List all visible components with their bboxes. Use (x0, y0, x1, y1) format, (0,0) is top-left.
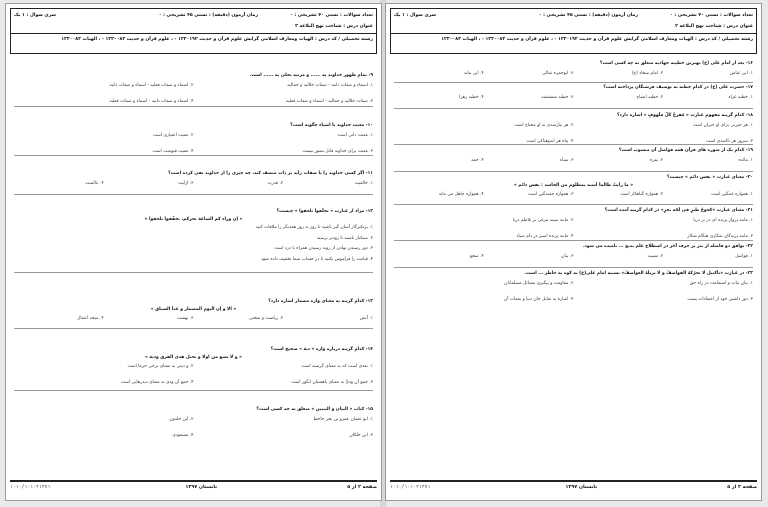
question (394, 147, 753, 171)
option[interactable]: ۴. سجع (469, 254, 484, 259)
course-title: عنوان درس : شناخت نهج البلاغه ۲ (295, 24, 373, 29)
question-stem: ۱۷- حضرت علی (ع) در کدام خطبه به توصیف فرشتگان پرداخته است؟ (603, 85, 753, 90)
page-footer (390, 480, 757, 492)
option[interactable]: ۳. صفات جلالیه و جمالیه - اسماء و صفات فعلیه (285, 99, 373, 104)
question-stem: ۲۱- معنای عبارت «کجوجٌ طیرٍ فی لُجّه بحرٍ» در کدام گزینه آمده است؟ (604, 208, 753, 213)
questions-area (14, 60, 373, 470)
question (394, 243, 753, 267)
question-stem: ۲۳- در عبارت «تأکنیل لا تحرّکهُ القواصفُ و لا تزیلُهُ العواصفُ» تشبیه امام علی(ع) به کوه به خاطر ... است. (524, 271, 753, 276)
question (14, 346, 373, 393)
option[interactable]: ۴. اشاره به تقابل جان دنیا و نعمات آن (503, 297, 574, 302)
question (394, 207, 753, 247)
option[interactable]: ۳. بیان (561, 254, 574, 259)
question-stem: ۱۰- معیت خداوند با اشیاء چگونه است؟ (290, 123, 373, 128)
question-stem: ۱۲- مراد از عبارت « تخلّفوا تلحقوا » چیست؟ (276, 209, 373, 214)
question-stem: ۱۸- کدام گزینه مفهوم عبارت « مُفزعُ کُلِّ مَلْهوفٍ » اشاره دارد؟ (616, 113, 753, 118)
option[interactable]: ۴. مسعودی (172, 433, 194, 438)
question (394, 112, 753, 152)
option[interactable]: ۴. معیت قیومیت است (152, 149, 194, 154)
option[interactable]: ۳. بهشت (176, 316, 194, 321)
question-divider (394, 204, 753, 205)
option[interactable]: ۱. مائده (738, 158, 753, 163)
exam-page-3 (385, 3, 762, 501)
option[interactable]: ۱. ابو عثمان عمرو بن بحر جاحظ (313, 417, 373, 422)
option[interactable]: ۴. حمد (471, 158, 484, 163)
course-title: عنوان درس : شناخت نهج البلاغه ۲ (675, 24, 753, 29)
option[interactable]: ۱. هر حیرتی برای او حیران است (693, 123, 753, 128)
question-stem: ۲۲- توافق دو فاصله از نثر بر حرف آخر در اصطلاح علم بدیع ... نامیده می شود. (582, 244, 753, 249)
page-number: صفحه ۲ از ۵ (347, 485, 377, 490)
option[interactable]: ۱. اسماء و صفات ذاتیه - صفات جلالیه و جمالیه (287, 83, 373, 88)
option[interactable]: ۴. مانند پرنده اسیر در دام صیاد (516, 234, 574, 239)
option[interactable]: ۱. ابن عباس (730, 71, 753, 76)
option[interactable]: ۱. همواره غمگین است (711, 192, 753, 197)
question-divider (14, 390, 373, 391)
question-stem: ۹- تمام ظهور خداوند به ...... و مرتبه تجلی به ...... است. (249, 73, 373, 78)
option[interactable]: ۴. پناه هر اندوهناکی است (526, 139, 574, 144)
question-quote: « إن وراء کم الساعة تحرکم، تخفّفوا تلحقوا » (144, 217, 243, 222)
question-divider (14, 106, 373, 107)
page-footer (10, 480, 377, 492)
question-stem: ۱۶- بعد از امام علی (ع) بهترین خطیبه جهادیه متعلق به چه کسی است؟ (599, 61, 753, 66)
question-quote: « ما رأیتُ ظالماً أشبه بمظلوم من الحاسد : نفس دائم » (513, 183, 634, 188)
field-code: رشته تحصیلی / کد درس : الهیات ومعارف اسلامی گرایش علوم قرآن و حدیث ۱۲۲۰۱۹۲ - ، علوم قرآن و حدیث ۱۲۲۰۰۸۳ - ، الهیات ۱۲۲۰۰۸۳ (441, 37, 753, 42)
question (394, 60, 753, 84)
question-stem: ۱۵- کتاب « البیان و التبیین » متعلق به چه کسی است؟ (256, 407, 373, 412)
option[interactable]: ۲. ابن خلدون (169, 417, 194, 422)
question-series: سری سوال : ۱ یک (394, 13, 437, 18)
option[interactable]: ۴. ابن نباته (463, 71, 484, 76)
question-stem: ۲۰- معنای عبارت « نفس دائم » چیست؟ (666, 175, 753, 180)
question (14, 170, 373, 194)
exam-code: ۱۰۱۰/۱۰۱۰۲۱۴۷۱ (390, 485, 431, 490)
exam-date: تابستان ۱۳۹۷ (565, 485, 597, 490)
question-divider (394, 240, 753, 241)
question (14, 298, 373, 329)
option[interactable]: ۱. بیان ثبات و استقامت در راه حق (689, 281, 753, 286)
option[interactable]: ۴. عالمیت (85, 181, 104, 186)
question-divider (14, 328, 373, 329)
question (14, 208, 373, 265)
option[interactable]: ۳. جمع آن ودیِّ به معنای باهستان انگور است (291, 380, 373, 385)
question-divider (394, 108, 753, 109)
option[interactable]: ۳. ابن خلکان (349, 433, 373, 438)
option[interactable]: ۳. خطبه شقشقیه (541, 95, 574, 100)
question-stem: ۱۹- کدام یک از سوره های قرآن همه فواصل آن منسوب است؟ (618, 148, 753, 153)
exam-date: تابستان ۱۳۹۷ (185, 485, 217, 490)
option[interactable]: ۲. اسماء و صفات فعلیه - اسماء و صفات ذاتیه (109, 83, 194, 88)
option[interactable]: ۲. تشبیه (647, 254, 664, 259)
header-divider (11, 33, 376, 34)
option[interactable]: ۳. دور رسیدن نهادن از روند رسیدن همراه با درد است (274, 246, 373, 251)
option[interactable]: ۲. مقاومت و پیگیری مسائل مسلمانان (504, 281, 574, 286)
option[interactable]: ۱. فواصل (735, 254, 753, 259)
option[interactable]: ۴. قیامت را فراموش نکنید تا در حساب شما تخفیف داده شود (261, 256, 373, 262)
option[interactable]: ۲. بقره (649, 158, 664, 163)
option[interactable]: ۱. پرتکبرگار آسان گیر باشید تا روز به روز همدیگر را ملاقات کنید (255, 225, 373, 230)
question-divider (14, 194, 373, 195)
page-number: صفحه ۳ از ۵ (727, 485, 757, 490)
option[interactable]: ۲. و دیتی به معنای برخی حرما است (127, 364, 194, 369)
question-stem: ۱۳- کدام گزینه به معنای واژه مضمار اشاره دارد؟ (268, 299, 373, 304)
option[interactable]: ۳. مانند پرندگان شکاری هنگام شکار (687, 234, 753, 239)
question (394, 84, 753, 108)
option[interactable]: ۳. معیت برای خداوند قابل تصور نیست (302, 149, 373, 154)
option[interactable]: ۳. ابوحمزه ثمالی (542, 71, 574, 76)
option[interactable]: ۱. نقدی است که به معنای گرسنه است (301, 364, 373, 369)
questions-area (394, 60, 753, 470)
page-header (390, 8, 757, 54)
exam-code: ۱۰۱۰/۱۰۱۰۲۱۴۷۱ (10, 485, 51, 490)
option[interactable]: ۴. نتیجه اعمال (77, 316, 104, 321)
question-count: تعداد سوالات : تستی ۴۰ تشریحی : ۰ (669, 13, 753, 18)
question-series: سری سوال : ۱ یک (14, 13, 57, 18)
option[interactable]: ۳. نساء (559, 158, 574, 163)
exam-page-2 (5, 3, 382, 501)
question-stem: ۱۴- کدام گزینه درباره واژه « دیة » صحیح است؟ (270, 347, 373, 352)
question (14, 406, 373, 446)
question-quote: « الا و إن الیوم المضمار و غداً السباق » (150, 307, 237, 312)
question (394, 270, 753, 310)
question-divider (394, 144, 753, 145)
option[interactable]: ۴. خطبه زهرا (459, 95, 484, 100)
header-divider (391, 33, 756, 34)
question-divider (394, 171, 753, 172)
option[interactable]: ۲. خطبه اشباح (636, 95, 664, 100)
option[interactable]: ۳. همواره حسدگین است (527, 192, 574, 197)
question-stem: ۱۱- اگر کسی خداوند را با صفات زاید بر ذات متصف کند، چه چیزی را از خداوند نفی کرده است؟ (168, 171, 373, 176)
option[interactable]: ۱. مانند پرواز پرنده ای در بر دریا (693, 218, 753, 223)
question-count: تعداد سوالات : تستی ۴۰ تشریحی : ۰ (289, 13, 373, 18)
field-code: رشته تحصیلی / کد درس : الهیات ومعارف اسلامی گرایش علوم قرآن و حدیث ۱۲۲۰۱۹۲ - ، علوم قرآن و حدیث ۱۲۲۰۰۸۳ - ، الهیات ۱۲۲۰۰۸۳ (61, 37, 373, 42)
question-divider (14, 272, 373, 273)
option[interactable]: ۱. معیت ذاتی است (337, 133, 373, 138)
exam-time: زمان آزمون (دقیقه) : تستی ۴۵ تشریحی : ۰ (538, 13, 638, 18)
question-quote: « و لا یسع من اولا و نحیل هدی الفرق ودیة » (145, 355, 242, 360)
exam-time: زمان آزمون (دقیقه) : تستی ۴۵ تشریحی : ۰ (158, 13, 258, 18)
question-divider (14, 155, 373, 156)
option[interactable]: ۲. سبکبار باشید تا زودتر برسید (316, 235, 373, 241)
option[interactable]: ۱. آتش (359, 316, 373, 321)
option[interactable]: ۳. دور داشتن خود از اعتقادات پست (687, 297, 753, 302)
option[interactable]: ۱. خالقیت (354, 181, 373, 186)
option[interactable]: ۲. معیت اعتباری است (152, 133, 194, 138)
option[interactable]: ۱. خطبه غراء (728, 95, 753, 100)
option[interactable]: ۲. همواره گناهکار است (620, 192, 664, 197)
option[interactable]: ۴. اسماء و صفات ذاتیه - اسماء و صفات فعلیه (109, 99, 194, 104)
option[interactable]: ۳. سرور هر ناامیدی است (706, 139, 753, 144)
question (394, 174, 753, 205)
question-divider (394, 267, 753, 268)
option[interactable]: ۴. جمع آن ودی به معنای دیدرهایی است (120, 380, 194, 385)
option[interactable]: ۲. امام سجاد (ع) (631, 71, 664, 76)
option[interactable]: ۲. مانند سینه مرغی بر تلاطم دریا (512, 218, 574, 223)
option[interactable]: ۲. ریاضت و سختی (248, 316, 284, 321)
page-header (10, 8, 377, 54)
question (14, 122, 373, 162)
option[interactable]: ۴. همواره جاهل می ماند (438, 192, 484, 197)
option[interactable]: ۲. قدرت (267, 181, 284, 186)
option[interactable]: ۲. هر نیازمندی به او محتاج است (514, 123, 574, 128)
question-divider (394, 82, 753, 83)
option[interactable]: ۳. ازلیت (178, 181, 194, 186)
